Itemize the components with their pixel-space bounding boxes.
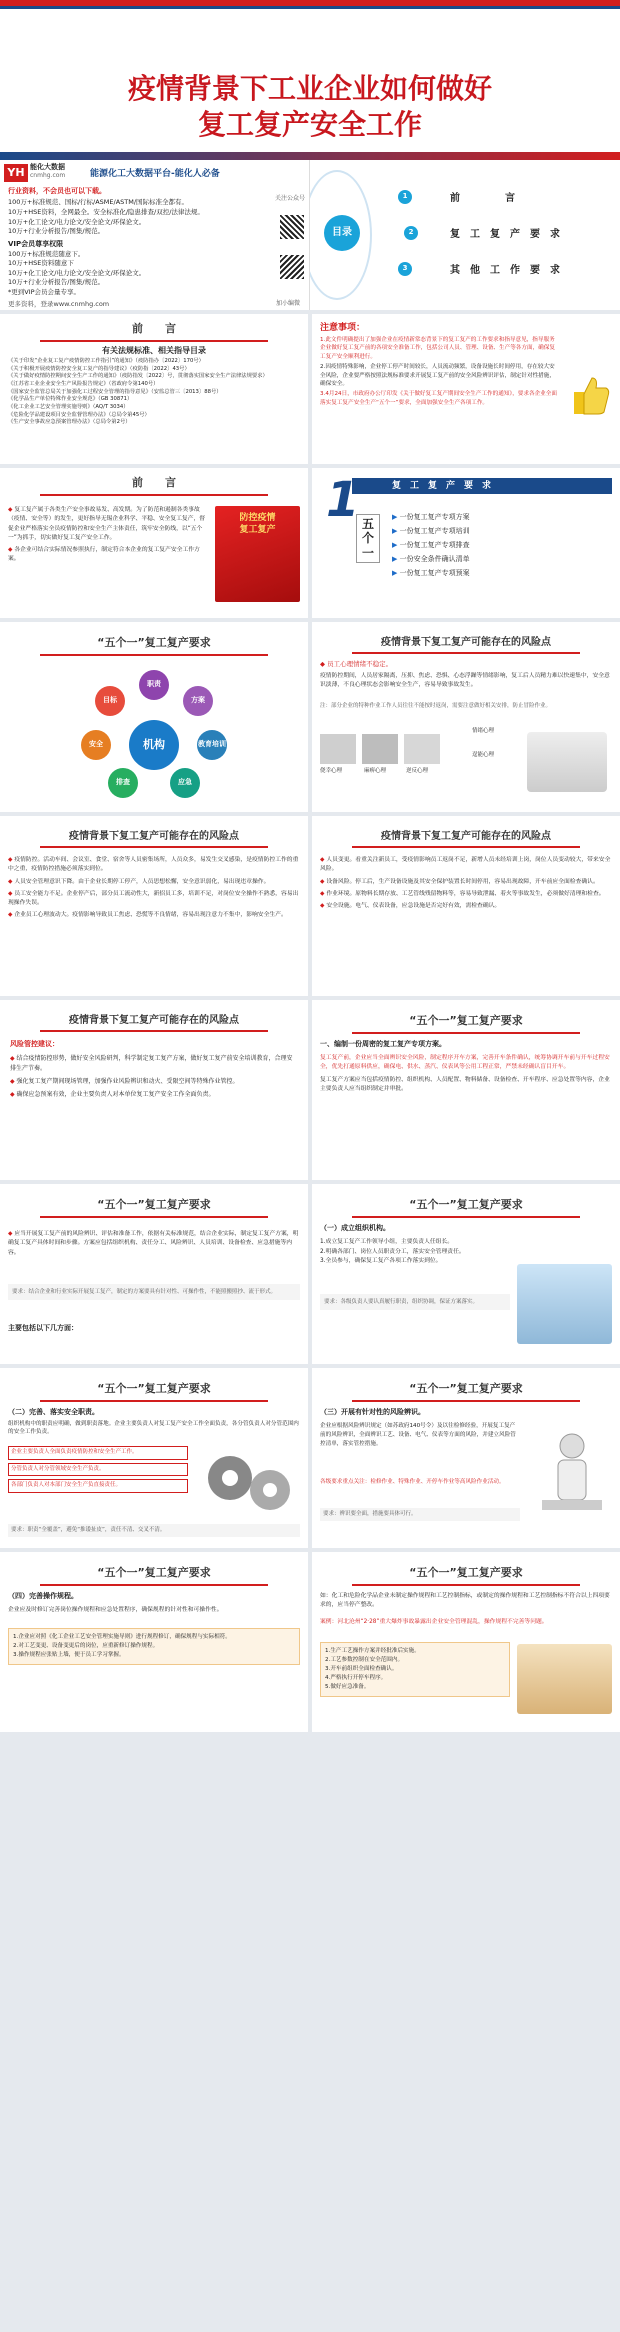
notice-p3: 3.4月24日，市政府办公厅印发《关于做好复工复产期间安全生产工作的通知》，要求各企业全面落实复工复产安全生产“五个一”要求，全面加强安全生产各项工作。 bbox=[320, 391, 557, 406]
preface-body bbox=[8, 506, 208, 565]
slide-preface-2 bbox=[0, 468, 308, 618]
notice-p2: 2.因疫情特殊影响，企业停工停产时间较长，人员流动频繁，设备设施长时间停用，存在较大安全风险，企业要严格按照法规标准要求开展复工复产前的安全风险辨识评估，制定针对性措施，确保安全。 bbox=[320, 364, 555, 387]
regulation-item: 《化学品生产单位特殊作业安全规范》（GB 30871） bbox=[8, 396, 133, 403]
proc2-list bbox=[320, 1642, 510, 1697]
org-item: 2.明确各部门、岗位人员职责分工，落实安全管理责任。 bbox=[320, 1248, 465, 1255]
slide-org bbox=[312, 1184, 620, 1364]
train-image bbox=[517, 1264, 612, 1344]
regulation-item: 《危险化学品建设项目安全监督管理办法》（总局令第45号） bbox=[8, 411, 150, 418]
notice-p1: 1.此文件明确提出了加强企业在疫情新常态背景下的复工复产的工作要求和指导意见，指导服务企业做好复工复产前的各项安全准备工作，包括公司人员、管理、设备、生产等各方面，确保复工复产安全顺利进行。 bbox=[320, 337, 555, 360]
vip-title: VIP会员尊享权限 bbox=[8, 240, 64, 248]
org-subtitle: （一）成立组织机构。 bbox=[320, 1224, 390, 1232]
industry-lines bbox=[8, 198, 266, 237]
toc-label: 目录 bbox=[324, 215, 360, 251]
proc2-item: 3.开车前组织全面检查确认。 bbox=[325, 1665, 398, 1672]
risk-item: ◆ 疫情防控。活动车间、会议室、食堂、宿舍等人员密集场所，人员众多，易发生交叉感染，是疫情防控工作的重中之重，疫情防控措施必须落实到位。 bbox=[8, 856, 300, 875]
duties-quote: 要求：职责“全覆盖”，避免“推诿扯皮”，责任不清、交叉不清。 bbox=[8, 1524, 300, 1537]
proc-item: 2.对工艺变更、设备变更后的岗位，应重新修订操作规程。 bbox=[13, 1642, 159, 1649]
duty-box: 分管负责人对分管领域安全生产负责。 bbox=[8, 1463, 188, 1477]
proc-item: 1.企业应对照《化工企业工艺安全管理实施导则》进行规程修订，确保规程与实际相符。 bbox=[13, 1634, 231, 1640]
proc2-item: 4.严格执行开停车程序。 bbox=[325, 1674, 387, 1681]
slide-header: “五个一”复工复产要求 bbox=[97, 636, 211, 649]
toc-slide bbox=[310, 160, 620, 310]
node-1: 职责 bbox=[139, 670, 169, 700]
five-one-list bbox=[392, 510, 602, 580]
slide-procedures-2 bbox=[312, 1552, 620, 1732]
proc-subtitle: （四）完善操作规程。 bbox=[8, 1592, 78, 1600]
slide-header: “五个一”复工复产要求 bbox=[409, 1198, 523, 1211]
node-5: 排查 bbox=[108, 768, 138, 798]
duty-box: 企业主要负责人全面负责疫情防控和安全生产工作。 bbox=[8, 1446, 188, 1460]
vip-line: 10万+HSE资料随意下 bbox=[8, 259, 74, 268]
slide-plan-detail bbox=[0, 1184, 308, 1364]
toc-item-3[interactable]: 其 他 工 作 要 求 bbox=[450, 265, 560, 276]
proc2-item: 2.工艺参数控制在安全范围内。 bbox=[325, 1656, 404, 1663]
vip-lines bbox=[8, 250, 258, 297]
proc2-item: 5.做好应急准备。 bbox=[325, 1683, 370, 1690]
section-number: 1 bbox=[326, 472, 360, 528]
slide-header: “五个一”复工复产要求 bbox=[409, 1566, 523, 1579]
psych-label-5: 逞能心理 bbox=[472, 752, 495, 758]
slide-header: 前 言 bbox=[132, 322, 176, 335]
five-one-item: ▶ 一份复工复产专项预案 bbox=[392, 569, 470, 577]
vip-line: 10万+行业分析报告/图集/规范。 bbox=[8, 278, 105, 287]
slide-notice bbox=[312, 314, 620, 464]
psych-image-2 bbox=[362, 734, 398, 764]
risk-note: 注：部分企业的特种作业工作人员往往不能按时返岗，需要注意做好相关安排，防止冒险作业。 bbox=[320, 703, 552, 709]
slide-plan bbox=[312, 1000, 620, 1180]
plan-detail-quote: 要求：结合企业和行业实际开展复工复产，制定的方案要具有针对性、可操作性，不能照搬照抄、流于形式。 bbox=[8, 1284, 300, 1300]
five-one-item-text: 一份复工复产专项方案 bbox=[399, 513, 470, 521]
slide-risk-advice bbox=[0, 1000, 308, 1180]
proc2-para: 如：化工和危险化学品企业未制定操作规程和工艺控制指标，或制定的操作规程和工艺控制指标不符合以上四项要求的，应当停产整改。 bbox=[320, 1593, 610, 1608]
preface-p2: ◆ 各企业可结合实际情况参照执行，制定符合本企业的复工复产安全工作方案。 bbox=[8, 546, 208, 565]
org-quote: 要求：各级负责人要认真履行职责，组织协调，保证方案落实。 bbox=[320, 1294, 510, 1310]
slide-header: 复 工 复 产 要 求 bbox=[392, 481, 492, 491]
header-line bbox=[352, 846, 580, 848]
header-line bbox=[40, 494, 268, 496]
header-line bbox=[352, 1400, 580, 1402]
risk-item: ◆ 企业员工心理波动大。疫情影响导致员工焦虑、恐慌等不良情绪，容易出现注意力不集中，影响安全生产。 bbox=[8, 911, 300, 920]
header-line bbox=[40, 846, 268, 848]
slide-risk-id bbox=[312, 1368, 620, 1548]
figure-icon bbox=[532, 1428, 612, 1518]
risk-id-red: 各级要求重点关注：检修作业、特殊作业、开停车作业等高风险作业活动。 bbox=[320, 1479, 505, 1485]
five-one-item: ▶ 一份安全条件确认清单 bbox=[392, 555, 470, 563]
five-one-label: 五个一 bbox=[356, 514, 380, 563]
slide-header: 疫情背景下复工复产可能存在的风险点 bbox=[381, 831, 551, 842]
header-line bbox=[352, 1584, 580, 1586]
follow-label: 关注公众号 bbox=[275, 195, 306, 202]
psych-label-4: 情绪心理 bbox=[472, 728, 495, 734]
industry-title-text: 行业资料，不会员也可以下载。 bbox=[8, 187, 106, 195]
notice-body bbox=[320, 336, 560, 407]
regulation-item: 《化工企业工艺安全管理实施导则》（AQ/T 3034） bbox=[8, 404, 129, 411]
regulation-item: 《生产安全事故应急预案管理办法》（总局令第2号） bbox=[8, 419, 131, 426]
slide-header: “五个一”复工复产要求 bbox=[97, 1198, 211, 1211]
slide-subtitle: 有关法规标准、相关指导目录 bbox=[102, 346, 206, 355]
advice-list bbox=[10, 1054, 298, 1100]
slide-header: 疫情背景下复工复产可能存在的风险点 bbox=[381, 637, 551, 648]
slide-header: “五个一”复工复产要求 bbox=[409, 1382, 523, 1395]
advice-item: ◆ 强化复工复产期间现场管理，加强作业风险辨识和动火、受限空间等特殊作业管控。 bbox=[10, 1077, 298, 1087]
duties-subtitle: （二）完善、落实安全职责。 bbox=[8, 1408, 99, 1416]
regulation-item: 《江苏省工业企业安全生产风险报告规定》（省政府令第140号） bbox=[8, 381, 159, 388]
plan-p1 bbox=[320, 1054, 612, 1073]
risk-id-para: 企业应根据风险辨识规定（如苏政府140号令）及以往检修经验，开展复工复产前的风险辨识，全面辨识工艺、设备、电气、仪表等方面的风险，并建立风险管控清单，落实管控措施。 bbox=[320, 1423, 516, 1447]
thumbs-up-icon bbox=[570, 374, 610, 418]
vip-line: 10万+化工论文/电力论文/安全论文/环保论文。 bbox=[8, 268, 146, 277]
psych-label-1: 侥幸心理 bbox=[320, 768, 343, 774]
slide-header: “五个一”复工复产要求 bbox=[409, 1014, 523, 1027]
slide-risk-psych bbox=[312, 622, 620, 812]
regulation-item: 《关于做好疫情防控期间安全生产工作的通知》（疫防指发〔2022〕号，贯彻落实国家安全生产法律法规要求） bbox=[8, 373, 268, 380]
header-line bbox=[40, 1400, 268, 1402]
gears-icon bbox=[200, 1448, 300, 1518]
duties-boxes bbox=[8, 1446, 188, 1493]
plan-p1-text: 复工复产前，企业应当全面辨识安全风险，制定程序开车方案，完善开车条件确认，统筹协调开车前与开车过程安全，优先打通原料供应，确保电、供水、蒸汽、仪表风等公用工程正常，严禁未经确认盲目开车。 bbox=[320, 1055, 610, 1071]
join-label: 加小编微 bbox=[276, 300, 301, 307]
risk-list bbox=[320, 856, 612, 911]
qr-code-2 bbox=[280, 255, 304, 279]
plan-detail-p1: ◆ 应当开展复工复产前的风险辨识、评估和准备工作，依据有关标准规范，结合企业实际，制定复工复产方案，明确复工复产具体时间和步骤。方案应包括组织机构、责任分工、风险辨识、人员培训、设备检查、应急措施等内容。 bbox=[8, 1230, 300, 1258]
industry-line: 10万+化工论文/电力论文/安全论文/环保论文。 bbox=[8, 217, 146, 226]
header-line bbox=[352, 1032, 580, 1034]
header-line bbox=[40, 1216, 268, 1218]
regulation-item: 《国家安全监管总局关于加强化工过程安全管理的指导意见》（安监总管三〔2013〕88号） bbox=[8, 388, 222, 395]
industry-line: 100万+标准规范、国标/行标/ASME/ASTM/国际标准全都有。 bbox=[8, 198, 189, 206]
org-list bbox=[320, 1238, 510, 1267]
cover-title-2: 复工复产安全工作 bbox=[197, 108, 422, 141]
risk-item: ◆ 人员变更。看重关注新员工，受疫情影响员工返岗不足，新增人员未经培训上岗，岗位人员变动较大，带来安全风险。 bbox=[320, 856, 612, 875]
psych-image-1 bbox=[320, 734, 356, 764]
industry-title bbox=[8, 187, 268, 196]
risk-id-subtitle: （三）开展有针对性的风险辨识。 bbox=[320, 1408, 425, 1416]
center-node: 机构 bbox=[129, 720, 179, 770]
slide-header: 前 言 bbox=[132, 476, 176, 489]
cover-title-1: 疫情背景下工业企业如何做好 bbox=[127, 72, 492, 105]
risk-item: ◆ 员工安全能力不足。企业停产后，部分员工流动性大，新招员工多，培训不足，对岗位安全操作不熟悉，容易出现操作失误。 bbox=[8, 890, 300, 909]
vip-footer: *更到VIP会员会量专享。 bbox=[8, 287, 81, 296]
slide-risk-1 bbox=[0, 816, 308, 996]
brand-name: 能化大数据 bbox=[30, 163, 65, 171]
proc2-item: 1.生产工艺操作方案并经批准后实施。 bbox=[325, 1648, 420, 1654]
risk-para: 疫情防控期间，人员居家隔离，压抑、焦虑、恐惧、心态浮躁等情绪影响，复工后人员精力难以快速集中，安全意识淡薄，不良心理状态会影响安全生产，容易导致事故发生。 bbox=[320, 673, 610, 688]
ad-more[interactable]: 更多资料，登录www.cnmhg.com bbox=[8, 300, 110, 308]
duty-box: 各部门负责人对本部门安全生产负直接责任。 bbox=[8, 1479, 188, 1493]
slide-five-one bbox=[312, 468, 620, 618]
regulation-item: 《关于积极开展疫情防控安全复工复产的指导建议》（疫防指〔2022〕43号） bbox=[8, 365, 190, 372]
advice-item: ◆ 确保应急预案有效，企业主要负责人对本单位复工复产安全工作全面负责。 bbox=[10, 1090, 298, 1100]
proc-item: 3.操作规程应张贴上墙，便于员工学习掌握。 bbox=[13, 1651, 125, 1658]
photo-image bbox=[517, 1644, 612, 1714]
psych-label-3: 逆反心理 bbox=[406, 768, 429, 774]
industry-line: 10万+行业分析报告/图集/规范。 bbox=[8, 227, 105, 236]
risk-id-quote: 要求：辨识要全面，措施要具体可行。 bbox=[320, 1508, 520, 1521]
toc-num-1: 1 bbox=[398, 190, 412, 204]
plan-detail-body bbox=[8, 1230, 300, 1258]
psych-image-3 bbox=[404, 734, 440, 764]
risk-item: ◆ 作业环境。原物料长期存放、工艺管线残留物料等，容易导致泄漏、着火等事故发生，必须做好清理和检查。 bbox=[320, 890, 612, 899]
five-one-item: ▶ 一份复工复产专项方案 bbox=[392, 513, 470, 521]
worker-photo bbox=[527, 732, 607, 792]
advice-subtitle: 风险管控建议： bbox=[10, 1040, 59, 1048]
slide-header: 疫情背景下复工复产可能存在的风险点 bbox=[69, 831, 239, 842]
toc-item-1[interactable]: 前 言 bbox=[450, 193, 516, 204]
risk-item: ◆ 人员安全管理意识下降。由于企业长期停工停产，人员思想松懈，安全意识弱化，易出现违章操作。 bbox=[8, 878, 300, 887]
five-one-item-text: 一份复工复产专项排查 bbox=[399, 541, 470, 549]
toc-num-2: 2 bbox=[404, 226, 418, 240]
five-one-item: ▶ 一份复工复产专项排查 bbox=[392, 541, 470, 549]
risk-list bbox=[8, 856, 300, 921]
risk-item: ◆ 设备风险。停工后，生产设备设施及其安全保护装置长时间停用，容易出现故障，开车前应全面检查确认。 bbox=[320, 878, 612, 887]
five-one-item: ▶ 一份复工复产专项培训 bbox=[392, 527, 470, 535]
toc-num-3: 3 bbox=[398, 262, 412, 276]
slide-procedures bbox=[0, 1552, 308, 1732]
vip-line: 100万+标准规范随意下。 bbox=[8, 250, 85, 258]
industry-line: 10万+HSE资料，全网最全。安全标准化/隐患排查/双控/法律法规。 bbox=[8, 207, 204, 216]
five-one-item-text: 一份复工复产专项预案 bbox=[399, 569, 470, 577]
regulation-list bbox=[8, 358, 300, 427]
advice-item: ◆ 结合疫情防控形势，做好安全风险研判，科学制定复工复产方案，做好复工复产前安全培训教育，合理安排生产节奏。 bbox=[10, 1054, 298, 1074]
node-6: 安全 bbox=[81, 730, 111, 760]
header-line bbox=[40, 340, 268, 342]
cover-band-bottom bbox=[0, 152, 620, 160]
slide-five-one-diagram bbox=[0, 622, 308, 812]
plan-p2: 复工复产方案应当包括疫情防控、组织机构、人员配置、物料储备、设备检查、开车程序、应急处置等内容，企业主要负责人应当组织制定并审批。 bbox=[320, 1076, 610, 1092]
toc-item-2[interactable]: 复 工 复 产 要 求 bbox=[450, 229, 560, 240]
slide-header: “五个一”复工复产要求 bbox=[97, 1382, 211, 1395]
node-7: 目标 bbox=[95, 686, 125, 716]
regulation-item: 《关于印发“企业复工复产疫情防控工作指引”的通知》（疫防指办〔2022〕170号） bbox=[8, 358, 204, 364]
plan-subtitle: 一、编制一份周密的复工复产专项方案。 bbox=[320, 1040, 446, 1048]
book-cover: 防控疫情 复工复产 bbox=[215, 506, 300, 602]
cover-band-blue bbox=[0, 6, 620, 9]
node-3: 教育培训 bbox=[197, 730, 227, 760]
slide-header: 疫情背景下复工复产可能存在的风险点 bbox=[69, 1015, 239, 1026]
brand-logo: YH bbox=[4, 164, 28, 182]
brand-slogan: 能源化工大数据平台-能化人必备 bbox=[90, 169, 220, 179]
cover-slide bbox=[0, 0, 620, 160]
header-line bbox=[352, 652, 580, 654]
plan-detail-sub: 主要包括以下几方面： bbox=[8, 1324, 78, 1332]
ad-panel bbox=[0, 160, 310, 310]
proc-list bbox=[8, 1628, 300, 1665]
brand-url[interactable]: cnmhg.com bbox=[30, 172, 66, 179]
header-line bbox=[40, 654, 268, 656]
five-one-item-text: 一份安全条件确认清单 bbox=[399, 555, 470, 563]
psych-label-2: 麻痹心理 bbox=[364, 768, 387, 774]
five-one-item-text: 一份复工复产专项培训 bbox=[399, 527, 470, 535]
org-item: 1.成立复工复产工作领导小组，主要负责人任组长。 bbox=[320, 1239, 454, 1245]
node-4: 应急 bbox=[170, 768, 200, 798]
header-line bbox=[40, 1030, 268, 1032]
preface-p1: ◆ 复工复产属于各类生产安全事故易发、高发期。为了防范和遏制各类事故（疫情、安全等）的发生，更好指导无锡企业科学、平稳、安全复工复产，督促企业严格落实全员疫情防控和安全生产主体责任，筑牢安全防线，以“五个一”为抓手，切实做好复工复产安全工作。 bbox=[8, 506, 208, 543]
org-item: 3.全员参与，确保复工复产各项工作落实到位。 bbox=[320, 1258, 442, 1265]
duties-para: 组织机构中的职责应明确，做到职责落地。企业主要负责人对复工复产安全工作全面负责，各分管负责人对分管范围内的安全工作负责。 bbox=[8, 1421, 299, 1436]
slide-header: “五个一”复工复产要求 bbox=[97, 1566, 211, 1579]
plan-body bbox=[320, 1054, 612, 1094]
risk-item: ◆ 安全设施。电气、仪表设备，应急设施是否完好有效，需检查确认。 bbox=[320, 902, 612, 911]
proc2-case: 案例：河北沧州“2·28”重大爆炸事故暴露出企业安全管理混乱，操作规程不完善等问题。 bbox=[320, 1619, 548, 1625]
slide-preface-1 bbox=[0, 314, 308, 464]
notice-title: 注意事项： bbox=[320, 323, 366, 333]
qr-code-1 bbox=[280, 215, 304, 239]
proc-para: 企业应及时修订完善岗位操作规程和应急处置程序，确保规程的针对性和可操作性。 bbox=[8, 1607, 223, 1613]
risk-subtitle: ◆ 员工心理情绪不稳定。 bbox=[320, 660, 392, 669]
node-2: 方案 bbox=[183, 686, 213, 716]
slide-risk-2 bbox=[312, 816, 620, 996]
header-line bbox=[352, 1216, 580, 1218]
header-line bbox=[40, 1584, 268, 1586]
slide-duties bbox=[0, 1368, 308, 1548]
